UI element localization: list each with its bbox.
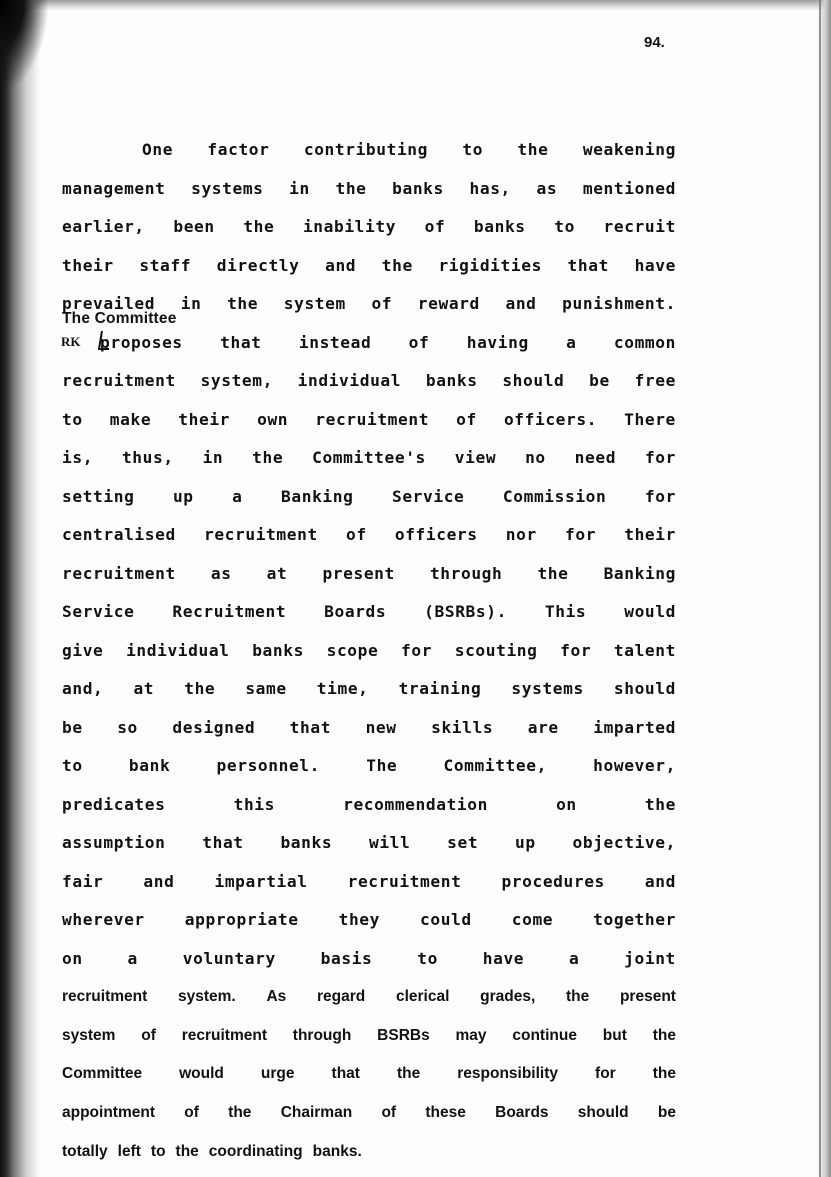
text-line: assumption that banks will set up objective, <box>62 833 676 852</box>
text-line: predicates this recommendation on the <box>62 794 676 814</box>
body-paragraph <box>62 137 676 1177</box>
text-line: Committee would urge that the responsibility for the <box>62 1065 676 1083</box>
text-line: earlier, been the inability of banks to recruit <box>62 217 676 236</box>
text-line: their staff directly and the rigidities that have <box>62 255 676 275</box>
text-line: give individual banks scope for scouting for talent <box>62 640 676 660</box>
text-line: Service Recruitment Boards (BSRBs). This would <box>62 602 676 621</box>
scan-page-curl <box>0 0 48 90</box>
text-line: totally left to the coordinating banks. <box>62 1142 362 1160</box>
text-line: recruitment system. As regard clerical grades, the present <box>62 988 676 1005</box>
text-line: to bank personnel. The Committee, however, <box>62 756 676 775</box>
scan-edge-line <box>819 0 821 1177</box>
text-line: prevailed in the system of reward and punishment. <box>62 294 676 313</box>
text-line: recruitment system, individual banks should be free <box>62 371 676 390</box>
text-line: fair and impartial recruitment procedures and <box>62 871 676 891</box>
text-line: be so designed that new skills are imparted <box>62 717 676 737</box>
text-line: proposes that instead of having a common <box>100 332 676 352</box>
text-line: One factor contributing to the weakening <box>142 140 676 159</box>
text-line: system of recruitment through BSRBs may continue but the <box>62 1026 676 1044</box>
text-line: setting up a Banking Service Commission for <box>62 486 676 506</box>
margin-mark: RK <box>61 334 81 349</box>
text-line: appointment of the Chairman of these Boards should be <box>62 1104 676 1122</box>
text-line: on a voluntary basis to have a joint <box>62 948 676 968</box>
page-number: 94. <box>644 34 665 51</box>
text-line: recruitment as at present through the Banking <box>62 563 676 583</box>
scan-edge-top <box>0 0 831 10</box>
text-line: management systems in the banks has, as mentioned <box>62 178 676 198</box>
text-line: wherever appropriate they could come together <box>62 910 676 929</box>
text-line: to make their own recruitment of officers. There <box>62 409 676 429</box>
text-line: is, thus, in the Committee's view no need for <box>62 448 676 467</box>
text-line: centralised recruitment of officers nor for their <box>62 525 676 544</box>
scan-edge-left <box>0 0 40 1177</box>
text-line: and, at the same time, training systems should <box>62 679 676 698</box>
inserted-annotation-text: The Committee <box>62 310 177 327</box>
